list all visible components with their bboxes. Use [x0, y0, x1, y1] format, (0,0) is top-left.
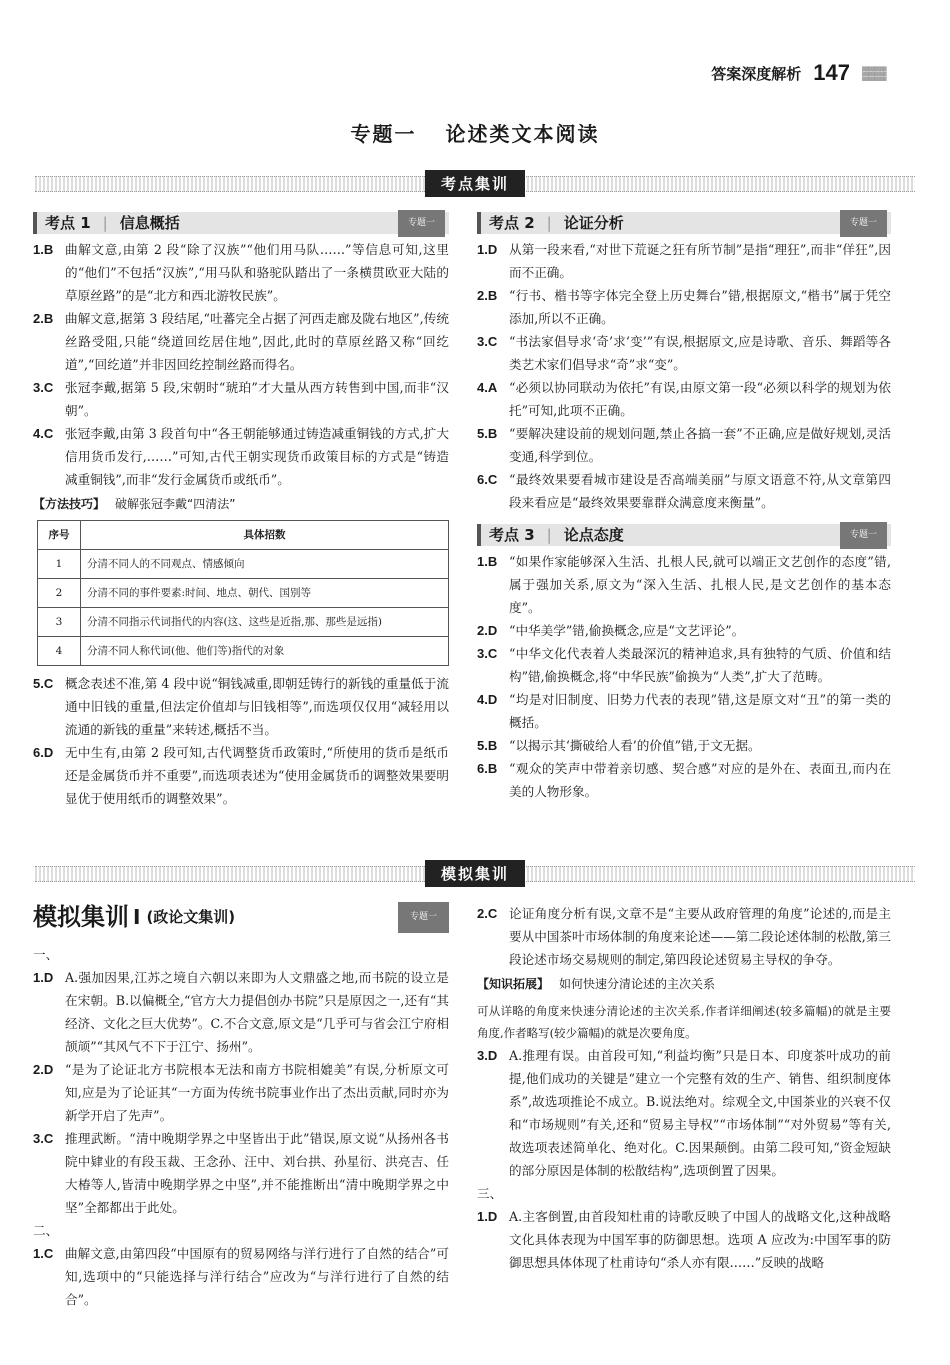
- answer-text: 张冠李戴,由第 3 段首句中“各王朝能够通过铸造减重铜钱的方式,扩大信用货币发行,……”可知,古代王朝实现货币政策目标的方式是“铸造减重铜钱”,而非“发行金属货币或纸币”。: [65, 426, 449, 487]
- knowledge-label: 【知识拓展】: [477, 977, 550, 991]
- answer-item: [33, 741, 449, 810]
- answer-text: “是为了论证北方书院根本无法和南方书院相媲美”有误,分析原文可知,应是为了论证其“一方面为传统书院事业作出了杰出贡献,同时亦为新学开启了先声”。: [65, 1062, 449, 1123]
- answer-text: A.主客倒置,由首段知杜甫的诗歌反映了中国人的战略文化,这种战略文化具体表现为中国军事的防御思想。选项 A 应改为:中国军事的防御思想具体体现了杜甫诗句“杀人亦有限……”反映的战略: [509, 1209, 891, 1270]
- lower-right-column: [477, 902, 891, 1274]
- answer-item: [477, 734, 891, 757]
- answer-text: 推理武断。“清中晚期学界之中坚皆出于此”错误,原文说“从扬州各书院中肄业的有段玉裁、王念孙、汪中、刘台拱、孙星衍、洪亮吉、任大椿等人,皆清中晚期学界之中坚”,并不能推断出“清中晚期学界之中坚”全都都出于此处。: [65, 1131, 449, 1215]
- answer-item: [477, 619, 891, 642]
- answer-item: [33, 238, 449, 307]
- answer-text: 论证角度分析有误,文章不是“主要从政府管理的角度”论述的,而是主要从中国茶叶市场体制的角度来论述——第二段论述体制的松散,第三段论述市场交易规则的制定,第四段论述贸易主导权的争夺。: [509, 906, 891, 967]
- answer-number: 1.D: [477, 242, 498, 257]
- answer-number: 2.C: [477, 906, 498, 921]
- answer-item: [477, 1044, 891, 1182]
- band-mid: [35, 866, 915, 882]
- part-two-label: 二、: [33, 1223, 59, 1238]
- title-name: 论述类文本阅读: [445, 122, 600, 146]
- section-3-tag: 专题一: [840, 522, 887, 549]
- table-row: [38, 608, 449, 637]
- band-mid-label: 模拟集训: [425, 860, 525, 887]
- table-cell: 分清不同人的不同观点、情感倾向: [81, 550, 449, 579]
- table-header-index: 序号: [38, 521, 81, 550]
- answer-number: 5.C: [33, 676, 54, 691]
- simulation-title-sub: (政论文集训): [146, 908, 236, 926]
- table-row: [38, 637, 449, 666]
- answer-text: 概念表述不准,第 4 段中说“铜钱减重,即朝廷铸行的新钱的重量低于流通中旧钱的重量,但法定价值却与旧钱相等”,而选项仅仅用“减轻用以流通的新钱的重量”来转述,概括不当。: [65, 676, 449, 737]
- answer-number: 1.B: [33, 242, 54, 257]
- answer-number: 3.C: [477, 646, 498, 661]
- section-header-1: 考点 1 | 信息概括 专题一: [33, 212, 449, 234]
- knowledge-text: 可从详略的角度来快速分清论述的主次关系,作者详细阐述(较多篇幅)的就是主要角度,作者略写(较少篇幅)的就是次要角度。: [477, 1004, 891, 1040]
- answer-number: 6.B: [477, 761, 498, 776]
- title-topic: 专题一: [350, 122, 417, 146]
- knowledge-tip: [477, 973, 891, 996]
- table-cell: 3: [38, 608, 81, 637]
- answer-number: 5.B: [477, 738, 498, 753]
- answer-number: 4.D: [477, 692, 498, 707]
- answer-number: 3.C: [33, 1131, 54, 1146]
- answer-number: 5.B: [477, 426, 498, 441]
- answer-item: [33, 966, 449, 1058]
- table-row: [38, 579, 449, 608]
- method-tip: [33, 493, 449, 516]
- answer-item: [477, 642, 891, 688]
- answer-item: [33, 1242, 449, 1311]
- section-header-3: 考点 3 | 论点态度 专题一: [477, 524, 891, 546]
- left-column: [33, 212, 449, 810]
- section-2-tag: 专题一: [840, 210, 887, 237]
- answer-number: 1.B: [477, 554, 498, 569]
- header-title: 答案深度解析: [711, 64, 802, 83]
- answer-number: 2.B: [33, 311, 54, 326]
- answer-text: 曲解文意,据第 3 段结尾,“吐蕃完全占据了河西走廊及陇右地区”,传统丝路受阻,只能“绕道回纥居住地”,因此,此时的草原丝路又称“回纥道”,“回纥道”并非因回纥控制丝路而得名。: [65, 311, 449, 372]
- answer-number: 2.D: [33, 1062, 54, 1077]
- simulation-title-roman: Ⅰ: [133, 905, 141, 929]
- answer-item: [477, 757, 891, 803]
- answer-number: 2.D: [477, 623, 498, 638]
- answer-text: “如果作家能够深入生活、扎根人民,就可以端正文艺创作的态度”错,属于强加关系,原文为“深入生活、扎根人民,是文艺创作的基本态度”。: [509, 554, 891, 615]
- answer-item: [33, 376, 449, 422]
- method-text: 破解张冠李戴“四清法”: [115, 497, 236, 511]
- section-2-name: 论证分析: [563, 213, 624, 232]
- answer-item: [477, 284, 891, 330]
- answer-text: A.强加因果,江苏之境自六朝以来即为人文鼎盛之地,而书院的设立是在宋朝。B.以偏概全,“官方大力提倡创办书院”只是原因之一,还有“其经济、文化之巨大优势”。C.不合文意,原文是“几乎可与省会江宁府相颉颃”“其风气不下于江宁、扬州”。: [65, 970, 449, 1054]
- section-1-name: 信息概括: [119, 213, 180, 232]
- answer-text: “要解决建设前的规划问题,禁止各搞一套”不正确,应是做好规划,灵活变通,科学到位。: [509, 426, 891, 464]
- answer-number: 3.C: [477, 334, 498, 349]
- answer-item: [477, 376, 891, 422]
- answer-text: “中华文化代表着人类最深沉的精神追求,具有独特的气质、价值和结构”错,偷换概念,将“中华民族”偷换为“人类”,扩大了范畴。: [509, 646, 891, 684]
- answer-item: [477, 902, 891, 971]
- answer-text: 曲解文意,由第 2 段“除了汉族”“他们用马队……”等信息可知,这里的“他们”不包括“汉族”,“用马队和骆驼队踏出了一条横贯欧亚大陆的草原丝路”的是“北方和西北游牧民族”。: [65, 242, 449, 303]
- table-header-content: 具体招数: [81, 521, 449, 550]
- answer-text: 曲解文意,由第四段“中国原有的贸易网络与洋行进行了自然的结合”可知,选项中的“只能选择与洋行结合”应改为“与洋行进行了自然的结合”。: [65, 1246, 449, 1307]
- answer-number: 3.C: [33, 380, 54, 395]
- answer-number: 2.B: [477, 288, 498, 303]
- answer-text: 张冠李戴,据第 5 段,宋朝时“琥珀”才大量从西方转售到中国,而非“汉朝”。: [65, 380, 449, 418]
- table-cell: 1: [38, 550, 81, 579]
- answer-text: 从第一段来看,“对世下荒诞之狂有所节制”是指“理狂”,而非“佯狂”,因而不正确。: [509, 242, 891, 280]
- answer-number: 4.A: [477, 380, 498, 395]
- section-1-title: 考点 1: [45, 213, 91, 232]
- page-header: [711, 60, 900, 86]
- answer-text: “书法家倡导求‘奇’求‘变’”有误,根据原文,应是诗歌、音乐、舞蹈等各类艺术家们倡导求“奇”求“变”。: [509, 334, 891, 372]
- part-one-label: 一、: [33, 947, 59, 962]
- answer-number: 1.C: [33, 1246, 54, 1261]
- answer-text: 无中生有,由第 2 段可知,古代调整货币政策时,“所使用的货币是纸币还是金属货币并不重要”,而选项表述为“使用金属货币的调整效果要明显优于使用纸币的调整效果”。: [65, 745, 449, 806]
- section-3-title: 考点 3: [489, 525, 535, 544]
- answer-item: [33, 1127, 449, 1219]
- answer-text: “中华美学”错,偷换概念,应是“文艺评论”。: [509, 623, 745, 638]
- answer-item: [33, 307, 449, 376]
- band-top-label: 考点集训: [425, 170, 525, 197]
- answer-item: [477, 422, 891, 468]
- right-column: [477, 212, 891, 803]
- table-cell: 分清不同人称代词(他、他们等)指代的对象: [81, 637, 449, 666]
- answer-number: 3.D: [477, 1048, 498, 1063]
- answer-text: “观众的笑声中带着亲切感、契合感”对应的是外在、表面丑,而内在美的人物形象。: [509, 761, 891, 799]
- section-header-2: 考点 2 | 论证分析 专题一: [477, 212, 891, 234]
- answer-item: [477, 1205, 891, 1274]
- section-1-tag: 专题一: [398, 210, 445, 237]
- simulation-tag: 专题一: [398, 902, 449, 933]
- simulation-title-main: 模拟集训: [33, 903, 129, 931]
- band-top: [35, 176, 915, 192]
- answer-item: [33, 672, 449, 741]
- answer-text: “最终效果要看城市建设是否高端美丽”与原文语意不符,从文章第四段来看应是“最终效果要靠群众满意度来衡量”。: [509, 472, 891, 510]
- answer-item: [477, 688, 891, 734]
- simulation-title: [33, 902, 449, 933]
- table-row: [38, 550, 449, 579]
- answer-item: [477, 238, 891, 284]
- table-cell: 分清不同的事件要素:时间、地点、朝代、国别等: [81, 579, 449, 608]
- answer-number: 6.C: [477, 472, 498, 487]
- lower-left-column: [33, 902, 449, 1311]
- page-number: 147: [813, 60, 850, 85]
- answer-number: 4.C: [33, 426, 54, 441]
- answer-item: [477, 468, 891, 514]
- section-3-name: 论点态度: [563, 525, 624, 544]
- header-decoration: ▒▒▒▒▒▒▒▒ ▒▒▒▒▒▒▒▒ ▒▒▒▒▒▒▒▒: [862, 65, 887, 81]
- method-label: 【方法技巧】: [33, 497, 106, 511]
- table-cell: 2: [38, 579, 81, 608]
- answer-number: 6.D: [33, 745, 54, 760]
- answer-item: [477, 330, 891, 376]
- answer-text: “必须以协同联动为依托”有误,由原文第一段“必须以科学的规划为依托”可知,此项不正确。: [509, 380, 891, 418]
- method-table: [37, 520, 449, 666]
- answer-text: A.推理有误。由首段可知,“利益均衡”只是日本、印度茶叶成功的前提,他们成功的关键是“建立一个完整有效的生产、销售、组织制度体系”,故选项推论不成立。B.说法绝对。综观全文,中国茶业的兴衰不仅和“市场规则”有关,还和“贸易主导权”“市场体制”“对外贸易”等有关,故选项表述简单化、绝对化。C.因果颠倒。由第二段可知,“资金短缺的部分原因是体制的松散结构”,选项倒置了因果。: [509, 1048, 891, 1178]
- answer-text: “以揭示其‘撕破给人看’的价值”错,于文无据。: [509, 738, 761, 753]
- answer-text: “行书、楷书等字体完全登上历史舞台”错,根据原文,“楷书”属于凭空添加,所以不正确。: [509, 288, 891, 326]
- table-cell: 4: [38, 637, 81, 666]
- answer-text: “均是对旧制度、旧势力代表的表现”错,这是原文对“丑”的第一类的概括。: [509, 692, 891, 730]
- knowledge-title: 如何快速分清论述的主次关系: [559, 977, 716, 991]
- answer-number: 1.D: [33, 970, 54, 985]
- page-title: [0, 118, 950, 147]
- table-cell: 分清不同指示代词指代的内容(这、这些是近指,那、那些是远指): [81, 608, 449, 637]
- answer-item: [477, 550, 891, 619]
- part-three-label: 三、: [477, 1186, 503, 1201]
- answer-number: 1.D: [477, 1209, 498, 1224]
- answer-item: [33, 422, 449, 491]
- section-2-title: 考点 2: [489, 213, 535, 232]
- answer-item: [33, 1058, 449, 1127]
